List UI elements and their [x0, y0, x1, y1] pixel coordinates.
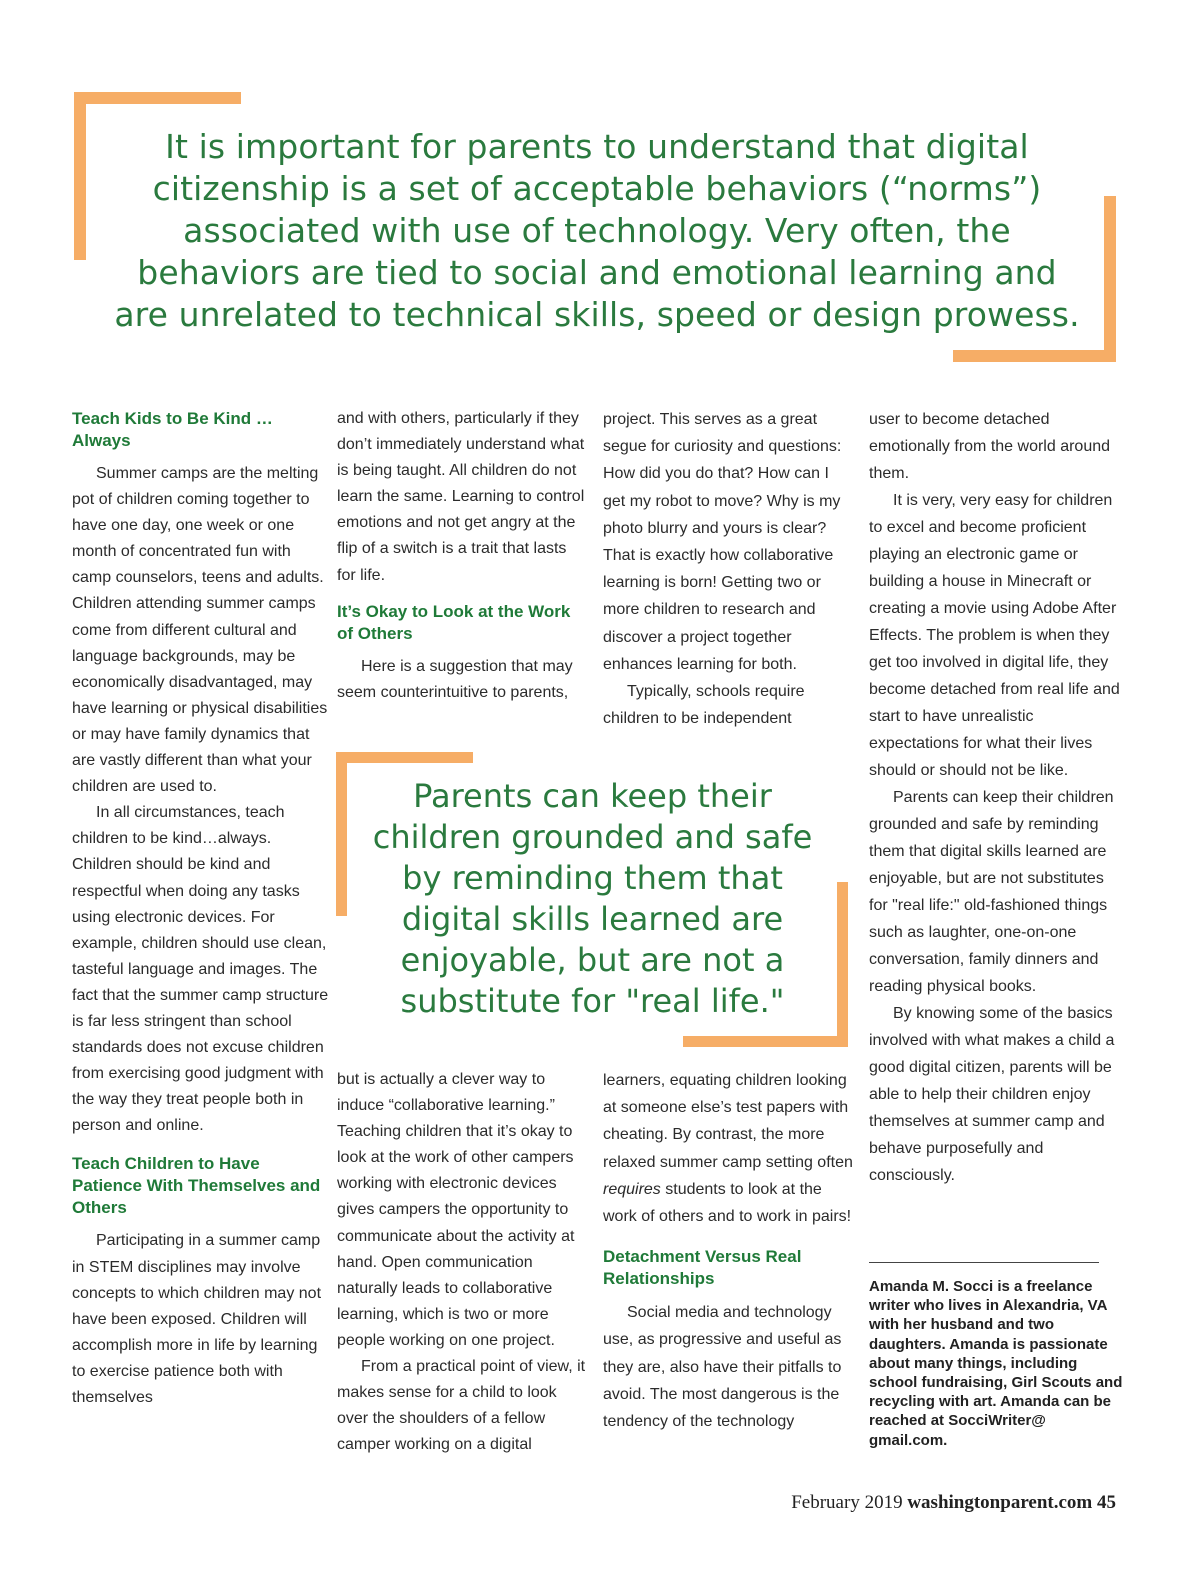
- mid-bracket-right-vertical: [837, 882, 848, 1047]
- heading-teach-kids-kind: Teach Kids to Be Kind … Always: [72, 409, 273, 450]
- col3-paragraph-2: Typically, schools require children to be independent: [603, 683, 805, 728]
- col1-paragraph-1: Summer camps are the melting pot of children coming together to have one day, one week or one month of concentrated fun with camp counselors, teens and adults. Children attending summer camps come from different cultural and language backgrounds, may be economically disadvantaged, may have learning or physical disabilities or may have family dynamics that are vastly different than what your children are used to.: [72, 465, 328, 796]
- col3-paragraph-4: Social media and technology use, as progressive and useful as they are, also have their pitfalls to avoid. The most dangerous is the tendency of the technology: [603, 1304, 842, 1431]
- footer-site: washingtonparent.com: [907, 1492, 1093, 1513]
- column-3-top: [603, 406, 855, 732]
- top-bracket-right-horizontal: [953, 350, 1116, 362]
- column-3-bottom: [603, 1067, 855, 1435]
- author-bio: Amanda M. Socci is a freelance writer who lives in Alexandria, VA with her husband and two daughters. Amanda is passionate about many things, including school fundraising, Girl Scouts and recycling with art. Amanda can be reached at SocciWriter@ gmail.com.: [869, 1278, 1123, 1449]
- page-footer: [791, 1492, 1116, 1514]
- col3-paragraph-3: [603, 1067, 855, 1230]
- col3-paragraph-1: project. This serves as a great segue for curiosity and questions: How did you do that? How can I get my robot to move? Why is my photo blurry and yours is clear? That is exactly how collaborative learning is born! Getting two or more children to research and discover a project together enhances learning for both.: [603, 411, 842, 673]
- col3-text-b: students to look at the work of others and to work in pairs!: [603, 1180, 852, 1226]
- top-bracket-left-vertical: [74, 92, 86, 260]
- col4-paragraph-3: Parents can keep their children grounded and safe by reminding them that digital skills learned are enjoyable, but are not substitutes for "real life:" old-fashioned things such as laughter, one-on-one conversation, family dinners and reading physical books.: [869, 789, 1114, 995]
- mid-bracket-left-vertical: [336, 752, 347, 916]
- top-bracket-right-vertical: [1104, 196, 1116, 362]
- col2-paragraph-4: From a practical point of view, it makes sense for a child to look over the shoulders of a fellow camper working on a digital: [337, 1358, 586, 1454]
- col2-paragraph-2: Here is a suggestion that may seem counterintuitive to parents,: [337, 657, 573, 701]
- top-bracket-left-horizontal: [74, 92, 241, 104]
- column-2-top: [337, 406, 587, 706]
- col3-text-a: learners, equating children looking at someone else’s test papers with cheating. By contrast, the more relaxed summer camp setting often: [603, 1072, 853, 1171]
- col1-paragraph-2: In all circumstances, teach children to be kind…always. Children should be kind and respectful when doing any tasks using electronic devices. For example, children should use clean, tasteful language and images. The fact that the summer camp structure is far less stringent than school standards does not excuse children from exercising good judgment with the way they treat people both in person and online.: [72, 804, 329, 1135]
- column-1: [72, 408, 330, 1411]
- pull-quote-top: It is important for parents to understand that digital citizenship is a set of acceptable behaviors (“norms”) associated with use of technology. Very often, the behaviors are tied to social and emotional learning and are unrelated to technical skills, speed or design prowess.: [114, 127, 1080, 334]
- col2-paragraph-1: and with others, particularly if they don’t immediately understand what is being taught. All children do not learn the same. Learning to control emotions and not get angry at the flip of a switch is a trait that lasts for life.: [337, 410, 585, 584]
- mid-bracket-left-horizontal: [336, 752, 473, 763]
- col4-paragraph-1: user to become detached emotionally from the world around them.: [869, 411, 1111, 482]
- footer-page-number: 45: [1097, 1492, 1116, 1513]
- col2-paragraph-3: but is actually a clever way to induce “collaborative learning.” Teaching children that it’s okay to look at the work of other campers working with electronic devices gives campers the opportunity to communicate about the activity at hand. Open communication naturally leads to collaborative learning, which is two or more people working on one project.: [337, 1071, 575, 1349]
- col4-paragraph-4: By knowing some of the basics involved with what makes a child a good digital citizen, parents will be able to help their children enjoy themselves at summer camp and behave purposefully and consciously.: [869, 1005, 1115, 1184]
- heading-detachment: Detachment Versus Real Relationships: [603, 1247, 802, 1289]
- col1-paragraph-3: Participating in a summer camp in STEM disciplines may involve concepts to which children may not have been exposed. Children will accomplish more in life by learning to exercise patience both with themselves: [72, 1232, 322, 1406]
- bio-divider: [869, 1262, 1099, 1263]
- col3-text-emphasis: requires: [603, 1180, 661, 1198]
- mid-bracket-right-horizontal: [683, 1036, 848, 1047]
- heading-teach-patience: Teach Children to Have Patience With Themselves and Others: [72, 1154, 321, 1218]
- column-4: [869, 406, 1124, 1189]
- col4-paragraph-2: It is very, very easy for children to excel and become proficient playing an electronic game or building a house in Minecraft or creating a movie using Adobe After Effects. The problem is when they get too involved in digital life, they become detached from real life and start to have unrealistic expectations for what their lives should or should not be like.: [869, 492, 1120, 779]
- footer-date: February 2019: [791, 1492, 903, 1513]
- column-2-bottom: [337, 1067, 587, 1458]
- pull-quote-mid: Parents can keep their children grounded and safe by reminding them that digital skills learned are enjoyable, but are not a substitute for "real life.": [372, 777, 813, 1020]
- heading-okay-to-look: It’s Okay to Look at the Work of Others: [337, 601, 571, 643]
